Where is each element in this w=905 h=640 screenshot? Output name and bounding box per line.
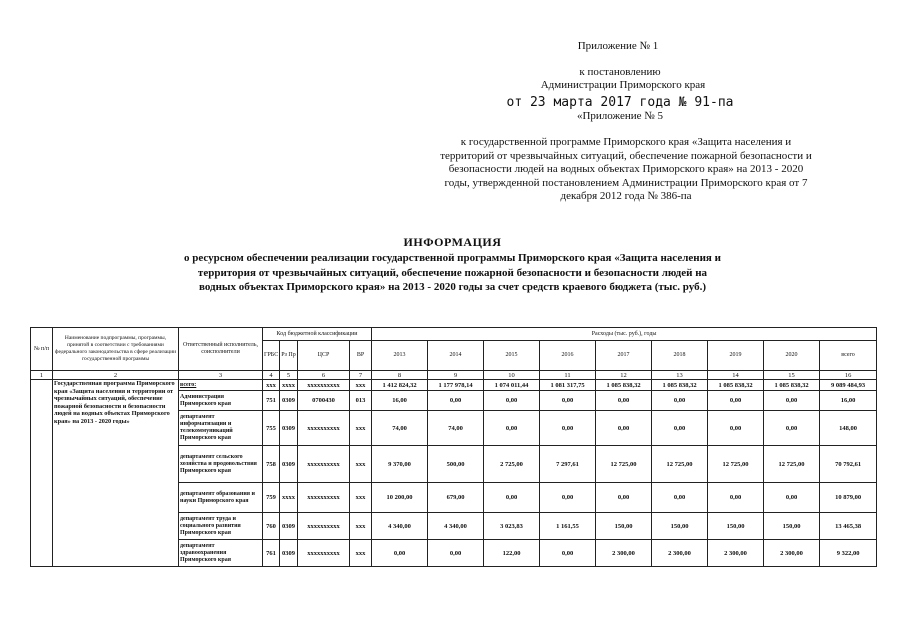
value-cell: 0,00 xyxy=(540,540,596,567)
value-cell: 1 412 824,32 xyxy=(372,380,428,391)
vr-cell: ххх xyxy=(350,380,372,391)
administration-name: Администрации Приморского края xyxy=(540,79,706,91)
header-year: 2019 xyxy=(708,341,764,371)
header-year: 2016 xyxy=(540,341,596,371)
document-subtitle: о ресурсном обеспечении реализации государственной программы Приморского края «Защита населения и территория от чрезвычайных ситуаций, обеспечение пожарной безопасности и безопасности людей на водных объектах Приморского края» на 2013 - 2020 годы за счет средств краевого бюджета (тыс. руб.) xyxy=(184,252,721,293)
header-year: 2014 xyxy=(428,341,484,371)
grbs-cell: 751 xyxy=(263,391,280,411)
csr-cell: хххххххххх xyxy=(298,380,350,391)
value-cell: 0,00 xyxy=(764,391,820,411)
value-cell: 0,00 xyxy=(764,483,820,513)
rzpr-cell: 0309 xyxy=(280,411,298,446)
value-cell: 0,00 xyxy=(540,391,596,411)
grbs-cell: 755 xyxy=(263,411,280,446)
total-cell: 13 465,38 xyxy=(820,513,877,540)
value-cell: 2 300,00 xyxy=(764,540,820,567)
resource-table xyxy=(30,327,877,567)
header-vr: ВР xyxy=(350,341,372,371)
value-cell: 0,00 xyxy=(428,540,484,567)
table-header-row xyxy=(31,328,877,341)
value-cell: 0,00 xyxy=(708,411,764,446)
value-cell: 0,00 xyxy=(540,411,596,446)
value-cell: 12 725,00 xyxy=(708,446,764,483)
column-number: 13 xyxy=(652,371,708,380)
table-row xyxy=(31,380,877,391)
value-cell: 12 725,00 xyxy=(652,446,708,483)
executor-cell: Администрация Приморского края xyxy=(179,391,263,411)
resolution-reference: к постановлению xyxy=(579,66,661,78)
value-cell: 0,00 xyxy=(540,483,596,513)
row-num-cell xyxy=(31,380,53,567)
value-cell: 0,00 xyxy=(652,391,708,411)
grbs-cell: 760 xyxy=(263,513,280,540)
value-cell: 0,00 xyxy=(652,483,708,513)
grbs-cell: 758 xyxy=(263,446,280,483)
value-cell: 150,00 xyxy=(652,513,708,540)
total-cell: 148,00 xyxy=(820,411,877,446)
total-cell: 9 089 484,93 xyxy=(820,380,877,391)
header-csr: ЦСР xyxy=(298,341,350,371)
value-cell: 4 340,00 xyxy=(372,513,428,540)
value-cell: 0,00 xyxy=(484,483,540,513)
total-cell: 9 322,00 xyxy=(820,540,877,567)
value-cell: 2 300,00 xyxy=(596,540,652,567)
value-cell: 74,00 xyxy=(428,411,484,446)
executor-cell: департамент труда и социального развития Приморского края xyxy=(179,513,263,540)
rzpr-cell: хххх xyxy=(280,380,298,391)
column-number: 2 xyxy=(53,371,179,380)
value-cell: 10 200,00 xyxy=(372,483,428,513)
csr-cell: хххххххххх xyxy=(298,513,350,540)
value-cell: 0,00 xyxy=(596,483,652,513)
csr-cell: хххххххххх xyxy=(298,411,350,446)
value-cell: 12 725,00 xyxy=(764,446,820,483)
value-cell: 2 725,00 xyxy=(484,446,540,483)
header-expenses-group: Расходы (тыс. руб.), годы xyxy=(372,328,877,341)
vr-cell: ххх xyxy=(350,446,372,483)
column-number: 1 xyxy=(31,371,53,380)
grbs-cell: 761 xyxy=(263,540,280,567)
column-number: 15 xyxy=(764,371,820,380)
column-number: 7 xyxy=(350,371,372,380)
column-number-row xyxy=(31,371,877,380)
value-cell: 74,00 xyxy=(372,411,428,446)
value-cell: 0,00 xyxy=(372,540,428,567)
column-number: 5 xyxy=(280,371,298,380)
value-cell: 150,00 xyxy=(708,513,764,540)
value-cell: 12 725,00 xyxy=(596,446,652,483)
column-number: 3 xyxy=(179,371,263,380)
header-year: 2017 xyxy=(596,341,652,371)
csr-cell: хххххххххх xyxy=(298,540,350,567)
executor-cell: департамент образования и науки Приморского края xyxy=(179,483,263,513)
rzpr-cell: 0309 xyxy=(280,391,298,411)
value-cell: 4 340,00 xyxy=(428,513,484,540)
value-cell: 1 177 978,14 xyxy=(428,380,484,391)
value-cell: 150,00 xyxy=(764,513,820,540)
csr-cell: 0700430 xyxy=(298,391,350,411)
header-code-group: Код бюджетной классификации xyxy=(263,328,372,341)
column-number: 11 xyxy=(540,371,596,380)
column-number: 12 xyxy=(596,371,652,380)
vr-cell: 013 xyxy=(350,391,372,411)
document-title: ИНФОРМАЦИЯ xyxy=(403,235,502,249)
value-cell: 0,00 xyxy=(708,391,764,411)
rzpr-cell: хххх xyxy=(280,483,298,513)
total-cell: 10 879,00 xyxy=(820,483,877,513)
header-year: 2018 xyxy=(652,341,708,371)
header-year: 2013 xyxy=(372,341,428,371)
value-cell: 0,00 xyxy=(764,411,820,446)
header-year: 2020 xyxy=(764,341,820,371)
column-number: 10 xyxy=(484,371,540,380)
header-total: всего xyxy=(820,341,877,371)
value-cell: 1 081 317,75 xyxy=(540,380,596,391)
value-cell: 0,00 xyxy=(596,391,652,411)
value-cell: 16,00 xyxy=(372,391,428,411)
value-cell: 1 074 011,44 xyxy=(484,380,540,391)
value-cell: 500,00 xyxy=(428,446,484,483)
vr-cell: ххх xyxy=(350,411,372,446)
header-name: Наименование подпрограммы, программы, принятой в соответствии с требованиями федерального законодательства в сфере реализации государственной программы xyxy=(53,328,179,371)
column-number: 6 xyxy=(298,371,350,380)
header-num: № п/п xyxy=(31,328,53,371)
resolution-date: от 23 марта 2017 года № 91-па xyxy=(506,95,734,110)
appendix-title: Приложение № 1 xyxy=(577,40,659,52)
header-executor: Ответственный исполнитель, соисполнители xyxy=(179,328,263,371)
column-number: 16 xyxy=(820,371,877,380)
value-cell: 0,00 xyxy=(652,411,708,446)
column-number: 8 xyxy=(372,371,428,380)
header-year: 2015 xyxy=(484,341,540,371)
executor-cell: департамент здравоохранения Приморского края xyxy=(179,540,263,567)
value-cell: 122,00 xyxy=(484,540,540,567)
value-cell: 1 161,55 xyxy=(540,513,596,540)
value-cell: 9 370,00 xyxy=(372,446,428,483)
value-cell: 1 085 838,32 xyxy=(764,380,820,391)
vr-cell: ххх xyxy=(350,540,372,567)
csr-cell: хххххххххх xyxy=(298,483,350,513)
value-cell: 1 085 838,32 xyxy=(596,380,652,391)
value-cell: 0,00 xyxy=(484,411,540,446)
appendix-5-title: «Приложение № 5 xyxy=(576,110,664,122)
executor-cell: всего: xyxy=(179,380,263,391)
vr-cell: ххх xyxy=(350,483,372,513)
total-cell: 16,00 xyxy=(820,391,877,411)
program-reference-text: к государственной программе Приморского края «Защита населения и территорий от чрезвычайных ситуаций, обеспечение пожарной безопасности и безопасности людей на водных объектах Приморского края» на 2013 - 2020 годы, утвержденной постановлением Администрации Приморского края от 7 декабря 2012 года № 386-па xyxy=(440,136,812,202)
value-cell: 2 300,00 xyxy=(652,540,708,567)
rzpr-cell: 0309 xyxy=(280,446,298,483)
value-cell: 2 300,00 xyxy=(708,540,764,567)
value-cell: 0,00 xyxy=(484,391,540,411)
rzpr-cell: 0309 xyxy=(280,540,298,567)
column-number: 14 xyxy=(708,371,764,380)
program-name-cell: Государственная программа Приморского края «Защита населения и территории от чрезвычайных ситуаций, обеспечение пожарной безопасности и безопасности людей на водных объектах Приморского края» на 2013 - 2020 годы» xyxy=(53,380,179,567)
executor-cell: департамент сельского хозяйства и продовольствия Приморского края xyxy=(179,446,263,483)
total-cell: 70 792,61 xyxy=(820,446,877,483)
value-cell: 0,00 xyxy=(428,391,484,411)
grbs-cell: 759 xyxy=(263,483,280,513)
header-grbs: ГРБС xyxy=(263,341,280,371)
value-cell: 3 023,83 xyxy=(484,513,540,540)
grbs-cell: ххх xyxy=(263,380,280,391)
header-rzpr: Рз Пр xyxy=(280,341,298,371)
column-number: 9 xyxy=(428,371,484,380)
rzpr-cell: 0309 xyxy=(280,513,298,540)
executor-cell: департамент информатизации и телекоммуникаций Приморского края xyxy=(179,411,263,446)
csr-cell: хххххххххх xyxy=(298,446,350,483)
value-cell: 0,00 xyxy=(596,411,652,446)
value-cell: 150,00 xyxy=(596,513,652,540)
vr-cell: ххх xyxy=(350,513,372,540)
column-number: 4 xyxy=(263,371,280,380)
value-cell: 7 297,61 xyxy=(540,446,596,483)
value-cell: 0,00 xyxy=(708,483,764,513)
value-cell: 1 085 838,32 xyxy=(708,380,764,391)
value-cell: 1 085 838,32 xyxy=(652,380,708,391)
value-cell: 679,00 xyxy=(428,483,484,513)
